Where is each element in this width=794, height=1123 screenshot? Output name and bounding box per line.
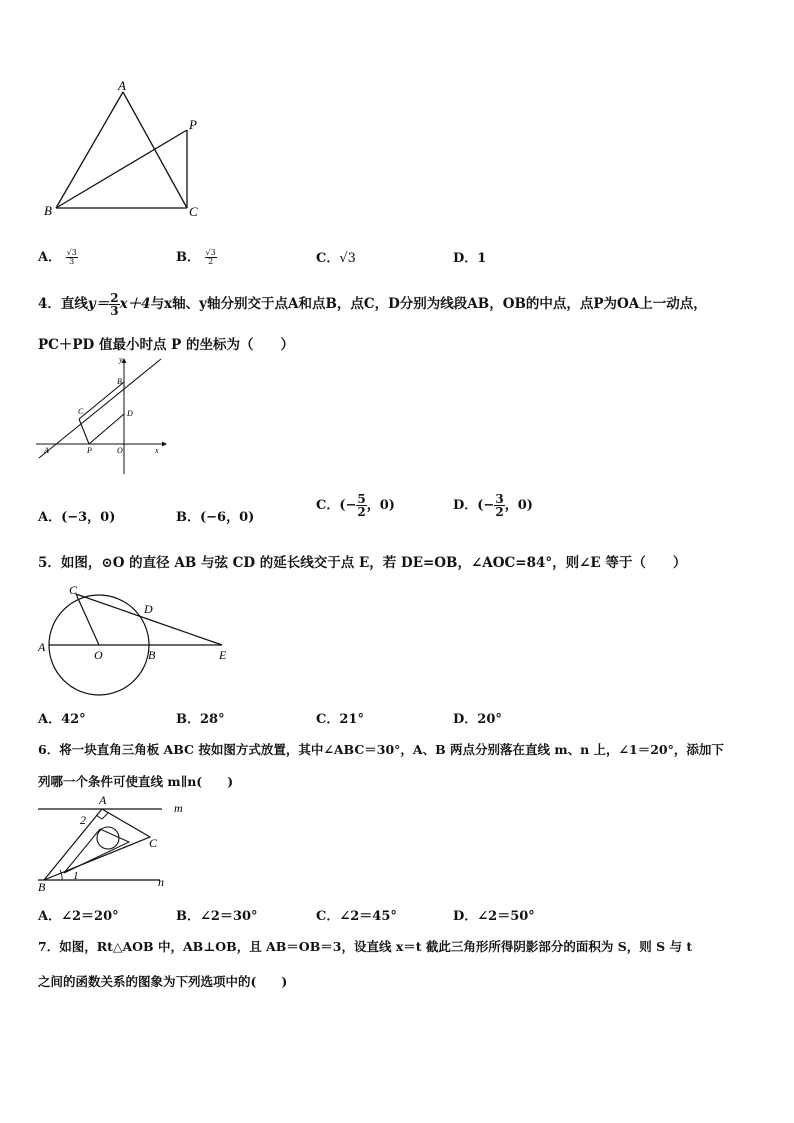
q4-option-a[interactable] [38, 506, 115, 525]
q3-option-b[interactable] [176, 246, 217, 266]
q4-eq-rest: x＋4 [119, 296, 151, 312]
label-A: A [118, 78, 126, 93]
option-value: ∠2＝50° [477, 909, 535, 924]
option-value: 28° [200, 712, 225, 727]
label-E: E [219, 648, 227, 662]
option-value: √3 [339, 251, 356, 266]
q6-option-a[interactable] [38, 905, 119, 924]
label-O: O [94, 648, 103, 662]
q3-option-a[interactable] [38, 246, 78, 266]
label-A: A [99, 793, 107, 807]
q6-stem-line2: 列哪一个条件可使直线 m∥n( ) [38, 774, 234, 789]
q4-slope-fraction [109, 292, 119, 317]
q4-option-c[interactable] [316, 493, 395, 518]
q4-option-d[interactable] [453, 493, 533, 518]
label-B: B [44, 203, 52, 218]
option-pre: (− [477, 498, 495, 513]
label-A: A [44, 446, 49, 455]
option-label: B． [176, 250, 200, 265]
q4-pre: 直线 [60, 296, 88, 312]
q7-stem-line1: 7．如图，Rt△AOB 中，AB⊥OB，且 AB＝OB＝3，设直线 x＝t 截此三角形所得阴影部分的面积为 S，则 S 与 t [38, 939, 693, 954]
q5-option-b[interactable] [176, 708, 225, 727]
label-C: C [69, 583, 78, 597]
label-m: m [174, 801, 183, 815]
label-B: B [117, 377, 122, 386]
label-B: B [148, 648, 156, 662]
option-value: 1 [477, 251, 487, 266]
option-value: 42° [61, 712, 86, 727]
label-B: B [38, 880, 46, 892]
q3-option-d[interactable] [453, 247, 486, 266]
option-label: B． [176, 510, 200, 525]
question-number: 4． [38, 296, 61, 312]
label-D: D [127, 409, 133, 418]
label-y: y [119, 355, 123, 364]
option-label: C． [316, 498, 340, 513]
q6-option-b[interactable] [176, 905, 258, 924]
label-A: A [38, 640, 46, 654]
label-x: x [155, 446, 159, 455]
label-C: C [149, 836, 158, 850]
label-O: O [117, 446, 123, 455]
label-n: n [158, 875, 164, 889]
option-label: C． [316, 251, 340, 266]
option-post: ，0) [504, 498, 533, 513]
option-value: 20° [477, 712, 502, 727]
q4-line1-rest: 与x轴、y轴分别交于点A和点B，点C，D分别为线段AB，OB的中点，点P为OA上一动点， [150, 296, 707, 312]
q5-option-c[interactable] [316, 708, 364, 727]
option-pre: (− [339, 498, 357, 513]
fraction-denominator: 2 [357, 505, 366, 519]
q5-option-a[interactable] [38, 708, 86, 727]
option-value: 21° [339, 712, 364, 727]
q5-option-d[interactable] [453, 708, 502, 727]
fraction-numerator: 3 [495, 492, 504, 506]
option-label: A． [38, 712, 62, 727]
q3-option-b-fraction [205, 249, 217, 266]
option-value: (−6，0) [200, 510, 255, 525]
q3-option-c[interactable] [316, 247, 356, 266]
q4-eq-y: y＝ [87, 296, 110, 312]
q6-option-c[interactable] [316, 905, 397, 924]
label-D: D [144, 602, 153, 616]
fraction-numerator: 5 [357, 492, 366, 506]
q7-stem-line2: 之间的函数关系的图象为下列选项中的( ) [38, 974, 288, 989]
option-label: D． [453, 712, 478, 727]
option-label: A． [38, 250, 62, 265]
q4-stem-line1 [38, 292, 707, 317]
q5-stem: 5．如图，⊙O 的直径 AB 与弦 CD 的延长线交于点 E，若 DE=OB，∠AOC=84°，则∠E 等于（ ） [38, 555, 687, 571]
option-label: A． [38, 909, 62, 924]
q3-triangle-figure [30, 75, 220, 225]
fraction-numerator: √3 [66, 248, 77, 257]
option-value: (−3，0) [61, 510, 116, 525]
option-value: ∠2＝30° [200, 909, 258, 924]
fraction-numerator: √3 [205, 248, 216, 257]
fraction-denominator: 2 [208, 257, 214, 266]
option-label: D． [453, 909, 478, 924]
q5-circle-figure [34, 581, 239, 701]
option-label: D． [453, 251, 478, 266]
fraction-denominator: 3 [69, 257, 75, 266]
label-P: P [189, 117, 197, 132]
option-value: ∠2＝20° [61, 909, 119, 924]
q4-stem-line2: PC＋PD 值最小时点 P 的坐标为（ ） [38, 337, 295, 353]
label-C: C [189, 204, 198, 219]
label-angle-1: 1 [73, 870, 79, 882]
q6-stem-line1: 6．将一块直角三角板 ABC 按如图方式放置，其中∠ABC＝30°，A、B 两点分别落在直线 m、n 上，∠1＝20°，添加下 [38, 742, 724, 757]
option-post: ，0) [366, 498, 395, 513]
q4-option-c-fraction [356, 493, 366, 518]
q4-option-b[interactable] [176, 506, 254, 525]
option-label: C． [316, 712, 340, 727]
fraction-denominator: 3 [110, 304, 119, 318]
q3-option-a-fraction [66, 249, 78, 266]
option-label: C． [316, 909, 340, 924]
q6-set-square-figure [32, 790, 192, 892]
fraction-numerator: 2 [110, 291, 119, 305]
label-P: P [87, 446, 92, 455]
option-label: D． [453, 498, 478, 513]
label-angle-2: 2 [80, 813, 86, 827]
label-C: C [78, 407, 84, 416]
q4-option-d-fraction [494, 493, 504, 518]
fraction-denominator: 2 [495, 505, 504, 519]
option-value: ∠2＝45° [339, 909, 397, 924]
option-label: B． [176, 712, 200, 727]
q6-option-d[interactable] [453, 905, 535, 924]
q4-coordinate-figure [34, 354, 169, 479]
option-label: B． [176, 909, 200, 924]
option-label: A． [38, 510, 62, 525]
